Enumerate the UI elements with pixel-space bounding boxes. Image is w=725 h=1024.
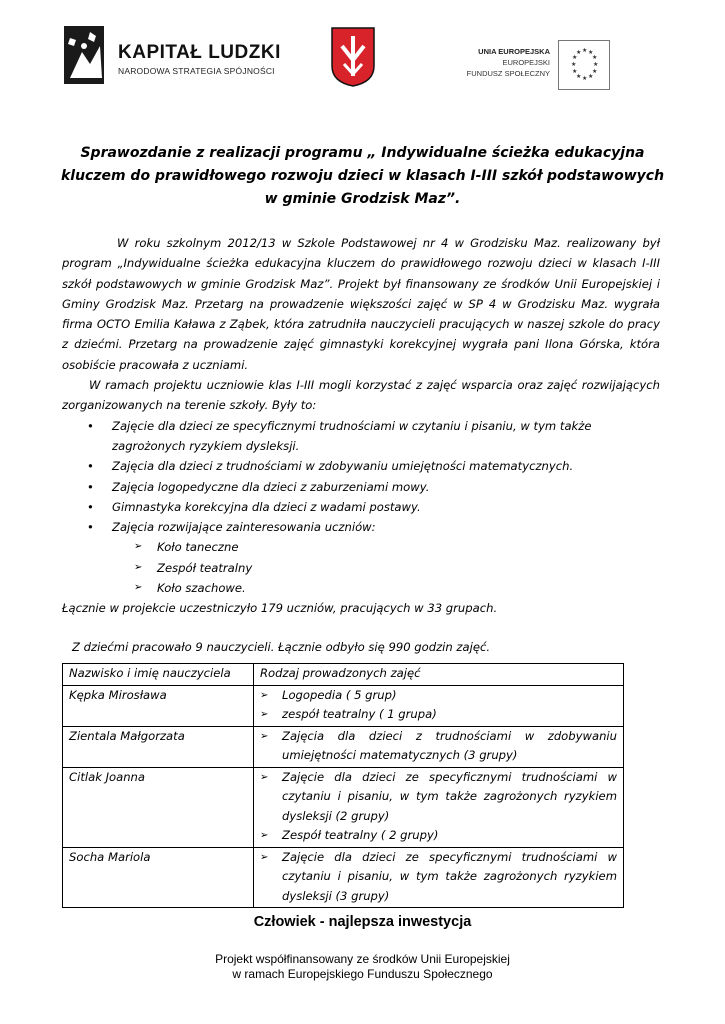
list-item: • Gimnastyka korekcyjna dla dzieci z wadami postawy. xyxy=(62,497,660,517)
table-row xyxy=(63,847,624,908)
participants-summary: Łącznie w projekcie uczestniczyło 179 uczniów, pracujących w 33 grupach. xyxy=(62,601,498,616)
eu-fund-label-1: EUROPEJSKI xyxy=(502,58,550,67)
list-item: ➢ Koło taneczne xyxy=(62,537,660,557)
table-row xyxy=(63,726,624,767)
svg-text:★: ★ xyxy=(572,68,578,75)
intro-paragraph: W roku szkolnym 2012/13 w Szkole Podstawowej nr 4 w Grodzisku Maz. realizowany był program „Indywidualne ścieżka edukacyjna kluczem do prawidłowego rozwoju dzieci w klasach I-III szkół podstawowych w gminie Grodzisk Maz”. Projekt był finansowany ze środków Unii Europejskiej i Gminy Grodzisk Maz. Przetarg na prowadzenie większości zajęć w SP 4 w Grodzisku Maz. wygrała firma OCTO Emilia Kaława z Ząbek, która zatrudniła nauczycieli pracujących w naszej szkole do pracy z dziećmi. Przetarg na prowadzenie zajęć gimnastyki korekcyjnej wygrała pani Ilona Górska, która osobiście pracowała z uczniami. xyxy=(62,236,660,372)
teachers-summary: Z dziećmi pracowało 9 nauczycieli. Łącznie odbyło się 990 godzin zajęć. xyxy=(72,639,491,654)
svg-text:★: ★ xyxy=(576,73,582,80)
eu-flag-icon xyxy=(558,40,610,90)
activity-item: ➢ Zajęcia dla dzieci z trudnościami w zdobywaniu umiejętności matematycznych (3 grupy) xyxy=(260,727,617,766)
teacher-name: Kępka Mirosława xyxy=(63,685,254,726)
report-body xyxy=(62,233,660,657)
column-header-activities: Rodzaj prowadzonych zajęć xyxy=(254,664,624,686)
svg-text:★: ★ xyxy=(592,68,598,75)
list-item: • Zajęcia dla dzieci z trudnościami w zdobywaniu umiejętności matematycznych. xyxy=(62,456,660,476)
activity-item: ➢ Zespół teatralny ( 2 grupy) xyxy=(260,826,617,846)
program-paragraph: W ramach projektu uczniowie klas I-III mogli korzystać z zajęć wsparcia oraz zajęć rozwijających zorganizowanych na terenie szkoły. Były to: xyxy=(62,378,660,413)
teacher-name: Socha Mariola xyxy=(63,847,254,908)
svg-text:★: ★ xyxy=(572,54,578,61)
kapital-ludzki-title: KAPITAŁ LUDZKI xyxy=(118,42,281,63)
grodzisk-crest-icon xyxy=(330,26,376,88)
eu-fund-label-2: FUNDUSZ SPOŁECZNY xyxy=(466,69,550,78)
svg-text:★: ★ xyxy=(576,49,582,56)
activity-item: ➢ zespół teatralny ( 1 grupa) xyxy=(260,705,617,725)
svg-text:★: ★ xyxy=(592,54,598,61)
kapital-ludzki-logo xyxy=(60,22,290,92)
footer-line: Projekt współfinansowany ze środków Unii Europejskiej xyxy=(215,952,510,966)
footer-slogan: Człowiek - najlepsza inwestycja xyxy=(253,914,472,930)
list-item: • Zajęcia logopedyczne dla dzieci z zaburzeniami mowy. xyxy=(62,477,660,497)
teacher-name: Zientala Małgorzata xyxy=(63,726,254,767)
interests-list xyxy=(62,537,660,598)
footer-line: w ramach Europejskiego Funduszu Społecznego xyxy=(232,967,493,981)
table-header-row xyxy=(63,664,624,686)
table-row xyxy=(63,767,624,847)
list-item: • Zajęcie dla dzieci ze specyficznymi trudnościami w czytaniu i pisaniu, w tym także zagrożonych ryzykiem dysleksji. xyxy=(62,416,660,457)
kapital-ludzki-emblem-icon xyxy=(60,26,110,88)
svg-text:★: ★ xyxy=(588,49,594,56)
svg-text:★: ★ xyxy=(582,47,588,54)
table-row xyxy=(63,685,624,726)
eu-union-label: UNIA EUROPEJSKA xyxy=(478,47,550,56)
teachers-table xyxy=(62,663,624,908)
svg-text:★: ★ xyxy=(593,61,599,68)
list-item: ➢ Koło szachowe. xyxy=(62,578,660,598)
activity-item: ➢ Zajęcie dla dzieci ze specyficznymi trudnościami w czytaniu i pisaniu, w tym także zagrożonych ryzykiem dysleksji (2 grupy) xyxy=(260,768,617,827)
activities-list xyxy=(62,416,660,538)
page-footer xyxy=(0,952,725,982)
list-item: ➢ Zespół teatralny xyxy=(62,558,660,578)
activity-item: ➢ Zajęcie dla dzieci ze specyficznymi trudnościami w czytaniu i pisaniu, w tym także zagrożonych ryzykiem dysleksji (3 grupy) xyxy=(260,848,617,907)
svg-text:★: ★ xyxy=(582,75,588,82)
svg-text:★: ★ xyxy=(571,61,577,68)
kapital-ludzki-subtitle: NARODOWA STRATEGIA SPÓJNOŚCI xyxy=(118,66,275,76)
activity-item: ➢ Logopedia ( 5 grup) xyxy=(260,686,617,706)
list-item: • Zajęcia rozwijające zainteresowania uczniów: xyxy=(62,517,660,537)
page-header xyxy=(0,0,725,110)
teacher-name: Citlak Joanna xyxy=(63,767,254,847)
column-header-teacher: Nazwisko i imię nauczyciela xyxy=(63,664,254,686)
document-title: Sprawozdanie z realizacji programu „ Indywidualne ścieżka edukacyjna kluczem do prawidłowego rozwoju dzieci w klasach I-III szkół podstawowych w gminie Grodzisk Maz”. xyxy=(60,145,665,207)
eu-logo xyxy=(440,40,610,100)
svg-text:★: ★ xyxy=(588,73,594,80)
